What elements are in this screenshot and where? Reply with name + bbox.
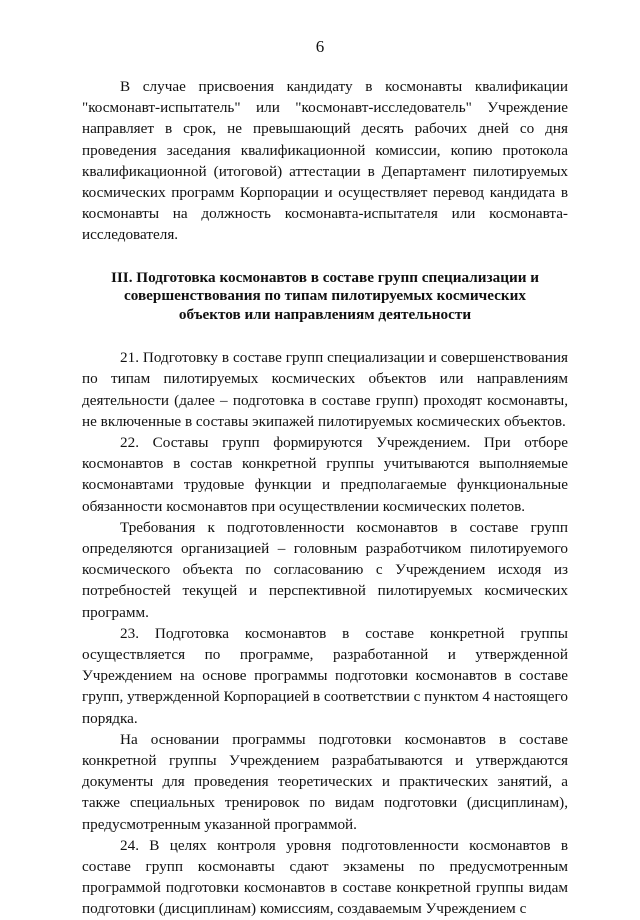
paragraph-24: 24. В целях контроля уровня подготовленности космонавтов в составе групп космонавты сдают экзамены по предусмотренным программой подготовки космонавтов в составе конкретной группы видам подготовки (дисциплинам) комиссиям, создаваемым Учреждением с bbox=[82, 836, 568, 918]
paragraph-program-basis: На основании программы подготовки космонавтов в составе конкретной группы Учреждением разрабатываются и утверждаются документы для проведения теоретических и практических занятий, а также специальных тренировок по видам подготовки (дисциплинам), предусмотренным указанной программой. bbox=[82, 730, 568, 833]
paragraph-22: 22. Составы групп формируются Учреждением. При отборе космонавтов в состав конкретной группы учитываются выполняемые космонавтами трудовые функции и предполагаемые функциональные обязанности космонавтов при осуществлении космических полетов. bbox=[82, 433, 568, 515]
page-number: 6 bbox=[315, 37, 325, 56]
paragraph-21: 21. Подготовку в составе групп специализации и совершенствования по типам пилотируемых космических объектов или направлениям деятельности (далее – подготовка в составе групп) проходят космонавты, не включенные в составы экипажей пилотируемых космических объектов. bbox=[82, 349, 568, 430]
paragraph-23: 23. Подготовка космонавтов в составе конкретной группы осуществляется по программе, разработанной и утвержденной Учреждением на основе программы подготовки космонавтов в составе групп, утвержденной Корпорацией в соответствии с пунктом 4 настоящего порядка. bbox=[82, 624, 568, 727]
document-body bbox=[82, 76, 568, 920]
section-heading: III. Подготовка космонавтов в составе групп специализации и совершенствования по типам пилотируемых космических объектов или направлениям деятельности bbox=[110, 268, 540, 323]
paragraph-qualification-transfer: В случае присвоения кандидату в космонавты квалификации "космонавт-испытатель" или "космонавт-исследователь" Учреждение направляет в срок, не превышающий десять рабочих дней со дня проведения заседания квалификационной комиссии, копию протокола квалификационной (итоговой) аттестации в Департамент пилотируемых космических программ Корпорации и осуществляет перевод кандидата в космонавты на должность космонавта-испытателя или космонавта-исследователя. bbox=[82, 78, 568, 244]
paragraph-requirements: Требования к подготовленности космонавтов в составе групп определяются организацией – головным разработчиком пилотируемого космического объекта по согласованию с Учреждением исходя из потребностей текущей и перспективной пилотируемых космических программ. bbox=[82, 518, 568, 621]
